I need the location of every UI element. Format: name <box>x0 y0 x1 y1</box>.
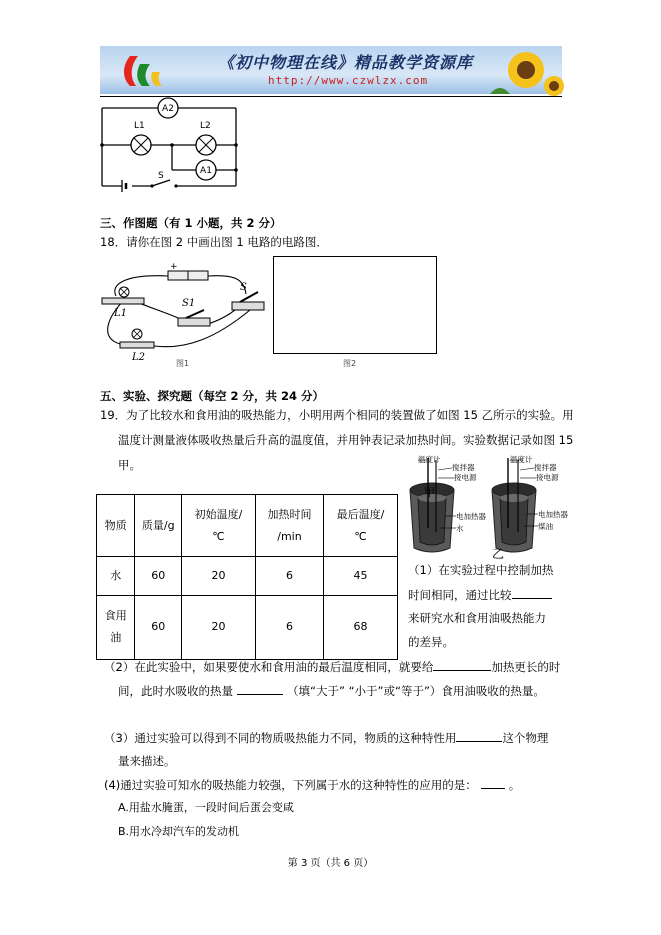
fig1-label-l2: L2 <box>132 352 146 363</box>
figure-label-yi: 乙 <box>492 547 505 561</box>
table-header-cell: 初始温度/ ℃ <box>182 495 256 557</box>
label-right-liquid: 煤油 <box>538 522 553 531</box>
fig1-label-s: S <box>240 282 247 293</box>
figure-label-jia: 甲 <box>424 486 435 499</box>
table-header-cell: 最后温度/ ℃ <box>324 495 398 557</box>
sub4-text-b: 。 <box>508 778 521 792</box>
table-cell: 6 <box>255 557 323 595</box>
table-cell: 60 <box>135 557 182 595</box>
label-a1: A1 <box>200 166 212 176</box>
figure2-drawing-box[interactable] <box>273 256 437 354</box>
answer-blank-2[interactable] <box>433 658 491 671</box>
answer-blank-5[interactable] <box>481 776 505 789</box>
label-right-power: 接电源 <box>536 473 559 482</box>
section3-heading: 三、作图题（有 1 小题，共 2 分） <box>100 216 282 230</box>
label-a2: A2 <box>162 104 174 114</box>
answer-blank-3[interactable] <box>237 682 283 695</box>
table-cell: 20 <box>182 595 256 659</box>
table-header-cell: 物质 <box>97 495 135 557</box>
label-left-stirrer: 搅拌器 <box>452 463 475 472</box>
sub2-line1-text-b: 加热更长的时 <box>491 660 561 674</box>
sub2-line2-text-a: 间，此时水吸收的热量 <box>118 684 233 698</box>
label-left-liquid: 水 <box>456 524 464 533</box>
experiment-apparatus-figure <box>404 452 568 561</box>
sub1-line4: 的差异。 <box>408 635 454 649</box>
sub1-line3: 来研究水和食用油吸热能力 <box>408 611 546 625</box>
table-cell: 水 <box>97 557 135 595</box>
label-left-heater: 电加热器 <box>456 512 486 521</box>
sub2-line1 <box>104 658 560 675</box>
sub3-line2: 量来描述。 <box>118 754 176 768</box>
question-19-line1: 19．为了比较水和食用油的吸热能力，小明用两个相同的装置做了如图 15 乙所示的实验。用 <box>100 408 574 422</box>
svg-text:+: + <box>170 262 178 272</box>
header-divider <box>100 96 562 97</box>
beaker-icon <box>492 458 536 552</box>
answer-blank-1[interactable] <box>512 586 552 599</box>
table-cell: 68 <box>324 595 398 659</box>
figure1-caption: 图1 <box>176 359 190 368</box>
sub3-line1-text-a: （3）通过实验可以得到不同的物质吸热能力不同，物质的这种特性用 <box>104 731 457 745</box>
table-cell: 6 <box>255 595 323 659</box>
banner-url: http://www.czwlzx.com <box>268 74 429 87</box>
fig1-label-s1: S1 <box>182 298 196 309</box>
sub3-line1 <box>104 729 548 746</box>
sub1-line2 <box>408 586 552 603</box>
header-banner <box>100 46 562 94</box>
table-header-cell: 质量/g <box>135 495 182 557</box>
sub2-line2-text-b: （填“大于” “小于”或“等于”）食用油吸收的热量。 <box>287 684 545 698</box>
table-header-cell: 加热时间 /min <box>255 495 323 557</box>
sub4-line <box>104 776 520 793</box>
question-18: 18．请你在图 2 中画出图 1 电路的电路图． <box>100 235 328 249</box>
table-header-row <box>97 495 398 557</box>
logo-icon <box>124 56 162 86</box>
sub4-text-a: (4)通过实验可知水的吸热能力较强，下列属于水的这种特性的应用的是： <box>104 778 477 792</box>
question-19-line2: 温度计测量液体吸收热量后升高的温度值，并用钟表记录加热时间。实验数据记录如图 15 <box>118 433 574 447</box>
section5-heading: 五、实验、探究题（每空 2 分，共 24 分） <box>100 389 325 403</box>
table-cell: 60 <box>135 595 182 659</box>
top-circuit-diagram <box>96 98 246 194</box>
label-l2: L2 <box>200 121 211 131</box>
question-19-line3: 甲。 <box>118 458 141 472</box>
experiment-data-table <box>96 494 398 660</box>
lamp-icon <box>131 135 151 155</box>
option-b: B.用水冷却汽车的发动机 <box>118 825 240 838</box>
sub1-line2-text: 时间相同，通过比较 <box>408 588 512 602</box>
answer-blank-4[interactable] <box>456 729 502 742</box>
label-s: S <box>158 171 164 181</box>
sub2-line2 <box>118 682 545 699</box>
table-cell: 45 <box>324 557 398 595</box>
table-cell: 20 <box>182 557 256 595</box>
lamp-icon <box>196 135 216 155</box>
label-right-stirrer: 搅拌器 <box>534 463 557 472</box>
table-row <box>97 557 398 595</box>
figure2-caption: 图2 <box>343 359 357 368</box>
label-right-heater: 电加热器 <box>538 510 568 519</box>
label-right-thermometer: 温度计 <box>510 455 533 464</box>
table-cell: 食用 油 <box>97 595 135 659</box>
label-left-power: 接电源 <box>454 473 477 482</box>
sub1-line1: （1）在实验过程中控制加热 <box>408 563 554 577</box>
sub3-line1-text-b: 这个物理 <box>502 731 549 745</box>
option-a: A.用盐水腌蛋，一段时间后蛋会变咸 <box>118 801 294 814</box>
page-number: 第 3 页（共 6 页） <box>287 858 374 869</box>
beaker-icon <box>410 458 454 552</box>
label-left-thermometer: 温度计 <box>418 455 441 464</box>
sunflower-icon <box>490 52 564 96</box>
figure1-physical-circuit <box>96 258 271 364</box>
table-row <box>97 595 398 659</box>
sub2-line1-text-a: （2）在此实验中，如果要使水和食用油的最后温度相同，就要给 <box>104 660 434 674</box>
label-l1: L1 <box>134 121 145 131</box>
banner-title: 《初中物理在线》精品教学资源库 <box>218 53 474 72</box>
fig1-label-l1: L1 <box>114 308 128 319</box>
